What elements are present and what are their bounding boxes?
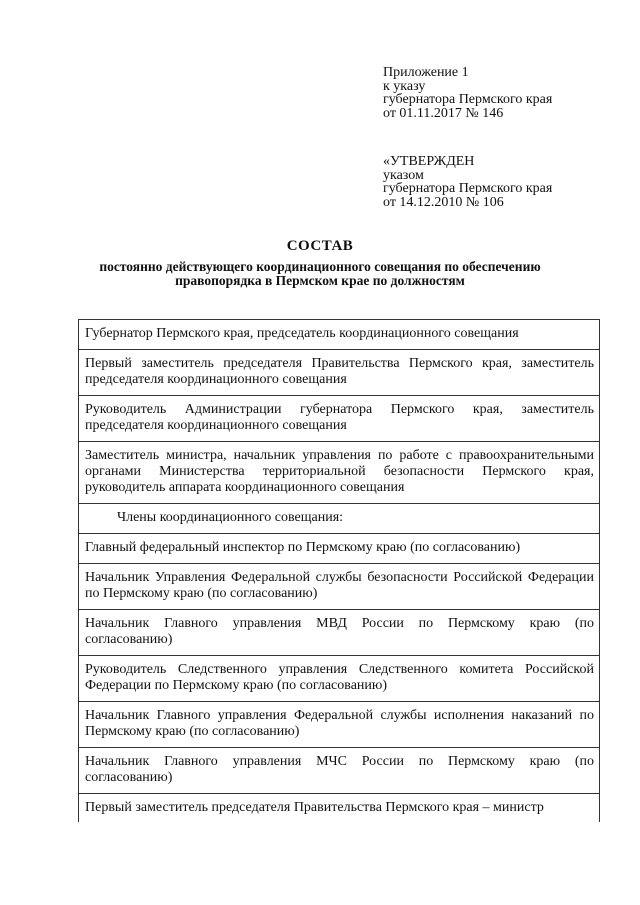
annex-line: Приложение 1	[383, 65, 469, 80]
subtitle-line: постоянно действующего координационного совещания по обеспечению	[99, 259, 541, 274]
annex-line: губернатора Пермского края	[383, 92, 553, 107]
approval-stamp	[383, 155, 552, 209]
table-row: Первый заместитель председателя Правительства Пермского края – министр	[85, 800, 544, 815]
subtitle-line: правопорядка в Пермском крае по должностям	[175, 273, 465, 288]
table-row: Начальник Управления Федеральной службы безопасности Российской Федерации по Пермскому краю (по согласованию)	[79, 564, 599, 610]
document-title: СОСТАВ	[286, 238, 354, 254]
table-row: Начальник Главного управления МВД России по Пермскому краю (по согласованию)	[79, 610, 599, 656]
table-row: Начальник Главного управления Федеральной службы исполнения наказаний по Пермскому краю (по согласованию)	[79, 702, 599, 748]
table-row: Начальник Главного управления МЧС России по Пермскому краю (по согласованию)	[79, 748, 599, 794]
table-row: Руководитель Следственного управления Следственного комитета Российской Федерации по Пермскому краю (по согласованию)	[79, 656, 599, 702]
approval-line: губернатора Пермского края	[383, 181, 553, 196]
annex-reference	[383, 66, 552, 120]
annex-line: к указу	[383, 78, 426, 94]
approval-line: «УТВЕРЖДЕН	[383, 154, 475, 169]
document-subtitle	[80, 260, 560, 288]
members-table	[78, 319, 600, 822]
table-row: Главный федеральный инспектор по Пермскому краю (по согласованию)	[79, 534, 599, 564]
table-row: Первый заместитель председателя Правительства Пермского края, заместитель председателя координационного совещания	[79, 350, 599, 396]
table-row: Заместитель министра, начальник управления по работе с правоохранительными органами Министерства территориальной безопасности Пермского края, руководитель аппарата координационного совещания	[79, 442, 599, 504]
approval-line: от 14.12.2010 № 106	[383, 194, 504, 210]
annex-line: от 01.11.2017 № 146	[383, 105, 504, 121]
approval-line: указом	[383, 167, 424, 183]
table-row: Руководитель Администрации губернатора Пермского края, заместитель председателя координационного совещания	[79, 396, 599, 442]
section-heading-row: Члены координационного совещания:	[79, 504, 599, 534]
table-row: Губернатор Пермского края, председатель координационного совещания	[79, 320, 599, 350]
